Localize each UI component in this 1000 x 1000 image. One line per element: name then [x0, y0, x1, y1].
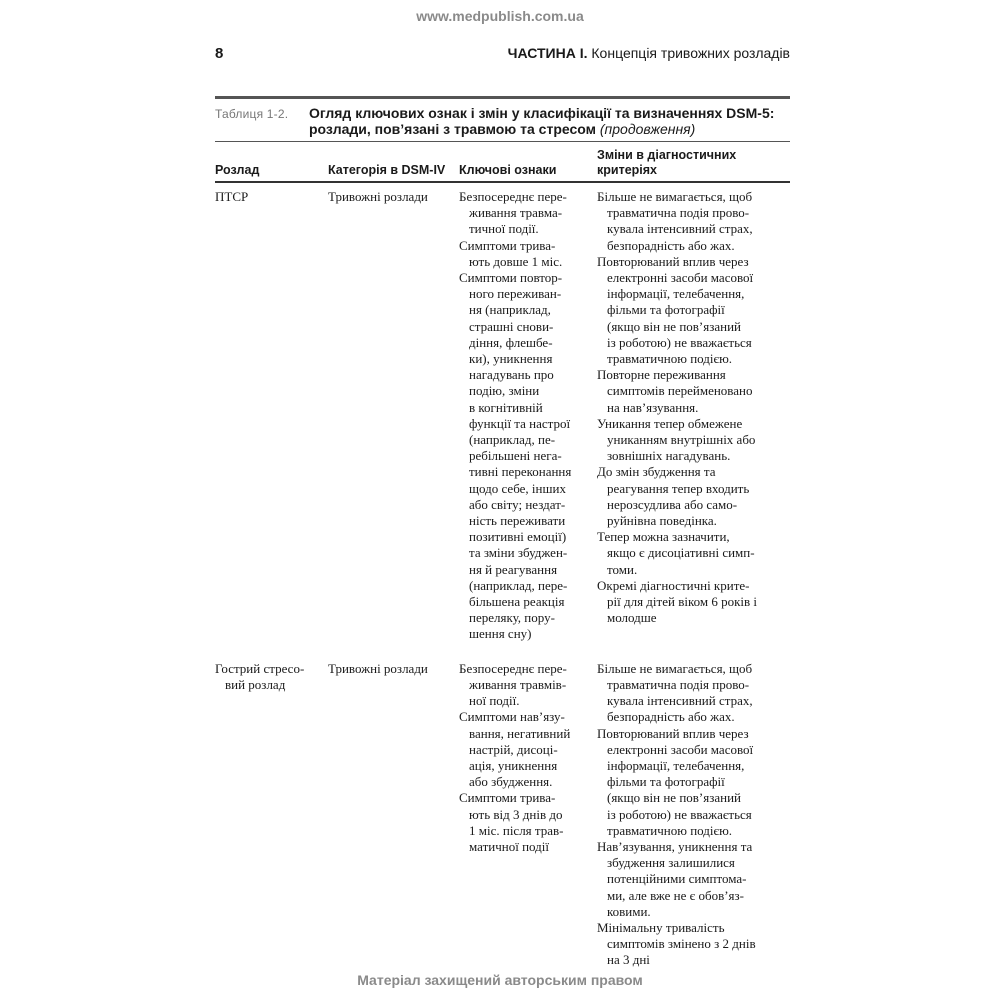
- cell-line: діння, флешбе-: [469, 334, 553, 350]
- cell-key-features: [459, 661, 597, 969]
- table-row: [215, 183, 790, 643]
- table-row: [215, 643, 790, 969]
- cell-line: Повторюваний вплив через: [597, 253, 749, 269]
- table-label: Таблиця 1-2.: [215, 107, 289, 121]
- cell-line: Більше не вимагається, щоб: [597, 189, 753, 204]
- cell-line: Повторне переживання: [597, 367, 726, 383]
- cell-line: Повторюваний вплив через: [597, 725, 749, 741]
- cell-line: Мінімальну тривалість: [597, 919, 725, 935]
- cell-line: потенційними симптома-: [607, 871, 747, 887]
- table-continuation: (продовження): [599, 121, 696, 137]
- cell-line: травматична подія прово-: [607, 205, 750, 221]
- table-title-text: Огляд ключових ознак і змін у класифікації та визначеннях DSM-5: розлади, пов’язані з травмою та стресом: [309, 105, 775, 137]
- cell-line: Гострий стресо-: [215, 660, 305, 676]
- table-title: [309, 105, 790, 137]
- page-number: 8: [215, 45, 224, 62]
- cell-line: живання травмів-: [469, 676, 567, 692]
- cell-line: (якщо він не пов’язаний: [607, 790, 741, 806]
- cell-line: травматичною подією.: [607, 822, 733, 838]
- cell-line: Окремі діагностичні крите-: [597, 577, 750, 593]
- cell-line: живання травма-: [469, 205, 563, 221]
- cell-line: шення сну): [469, 626, 532, 642]
- cell-line: До змін збудження та: [597, 464, 716, 480]
- cell-line: або збудження.: [469, 774, 553, 790]
- cell-line: Симптоми трива-: [459, 237, 556, 253]
- cell-line: ність переживати: [469, 513, 566, 529]
- cell-disorder: ПТСР: [215, 189, 249, 204]
- cell-line: вання, негативний: [469, 725, 571, 741]
- cell-key-features: [459, 189, 597, 643]
- cell-line: Симптоми нав’язу-: [459, 709, 565, 725]
- cell-line: ми, але вже не є обов’яз-: [607, 887, 745, 903]
- cell-line: (якщо він не пов’язаний: [607, 318, 741, 334]
- cell-line: інформації, телебачення,: [607, 757, 745, 773]
- cell-dsm4-category: Тривожні розлади: [328, 660, 428, 676]
- cell-line: ребільшені нега-: [469, 448, 562, 464]
- cell-diagnostic-changes: [597, 661, 790, 969]
- cell-line: травматичною подією.: [607, 351, 733, 367]
- cell-line: настрій, дисоці-: [469, 741, 558, 757]
- cell-line: функції та настрої: [469, 415, 571, 431]
- cell-line: ної події.: [469, 693, 520, 709]
- cell-line: фільми та фотографії: [607, 774, 725, 790]
- cell-line: ють від 3 днів до: [469, 806, 563, 822]
- cell-line: Більше не вимагається, щоб: [597, 660, 753, 676]
- cell-line: томи.: [607, 561, 638, 577]
- cell-diagnostic-changes: [597, 189, 790, 643]
- column-header-disorder: Розлад: [215, 163, 260, 177]
- column-header-diagnostic-changes: Зміни в діагностичних критеріях: [597, 148, 737, 177]
- cell-line: (наприклад, пе-: [469, 432, 556, 448]
- cell-line: ного переживан-: [469, 286, 562, 302]
- cell-line: нерозсудлива або само-: [607, 496, 738, 512]
- copyright-watermark: Матеріал захищений авторським правом: [357, 972, 643, 988]
- cell-line: рії для дітей віком 6 років і: [607, 594, 758, 610]
- cell-line: збудження залишилися: [607, 855, 735, 871]
- cell-line: руйнівна поведінка.: [607, 513, 717, 529]
- cell-line: подію, зміни: [469, 383, 540, 399]
- cell-line: на 3 дні: [607, 952, 650, 968]
- cell-line: тивні переконання: [469, 464, 572, 480]
- cell-line: переляку, пору-: [469, 610, 555, 626]
- cell-line: із роботою) не вважається: [607, 806, 752, 822]
- cell-line: якщо є дисоціативні симп-: [607, 545, 755, 561]
- cell-line: Безпосереднє пере-: [459, 660, 567, 676]
- cell-dsm4-category: Тривожні розлади: [328, 189, 428, 204]
- cell-line: ють довше 1 міс.: [469, 253, 563, 269]
- cell-line: Тепер можна зазначити,: [597, 529, 730, 545]
- cell-line: тичної події.: [469, 221, 539, 237]
- cell-line: більшена реакція: [469, 594, 565, 610]
- cell-line: електронні засоби масової: [607, 270, 754, 286]
- cell-line: травматична подія прово-: [607, 676, 750, 692]
- cell-line: ня й реагування: [469, 561, 558, 577]
- cell-line: позитивні емоції): [469, 529, 567, 545]
- cell-line: інформації, телебачення,: [607, 286, 745, 302]
- running-head: [508, 45, 790, 61]
- cell-line: нагадувань про: [469, 367, 554, 383]
- cell-line: матичної події: [469, 838, 549, 854]
- table: [215, 96, 790, 969]
- part-title: Концепція тривожних розладів: [591, 45, 790, 61]
- cell-line: ковими.: [607, 903, 651, 919]
- table-header-row: [215, 142, 790, 181]
- cell-line: безпорадність або жах.: [607, 237, 735, 253]
- cell-line: симптомів змінено з 2 днів: [607, 936, 756, 952]
- cell-line: униканням внутрішніх або: [607, 432, 756, 448]
- cell-line: електронні засоби масової: [607, 741, 754, 757]
- table-caption: [215, 99, 790, 137]
- cell-line: кувала інтенсивний страх,: [607, 693, 753, 709]
- cell-line: фільми та фотографії: [607, 302, 725, 318]
- cell-line: Безпосереднє пере-: [459, 189, 567, 204]
- cell-line: страшні снови-: [469, 318, 554, 334]
- cell-line: та зміни збуджен-: [469, 545, 568, 561]
- cell-line: ня (наприклад,: [469, 302, 551, 318]
- cell-line: Симптоми повтор-: [459, 270, 563, 286]
- cell-line: в когнітивній: [469, 399, 543, 415]
- cell-line: реагування тепер входить: [607, 480, 750, 496]
- cell-line: 1 міс. після трав-: [469, 822, 564, 838]
- cell-line: ація, уникнення: [469, 757, 558, 773]
- column-header-dsm4-category: Категорія в DSM-IV: [328, 163, 446, 177]
- part-label: ЧАСТИНА I.: [507, 45, 588, 61]
- cell-line: Уникання тепер обмежене: [597, 415, 743, 431]
- cell-line: кувала інтенсивний страх,: [607, 221, 753, 237]
- cell-line: зовнішніх нагадувань.: [607, 448, 731, 464]
- column-header-key-features: Ключові ознаки: [459, 163, 557, 177]
- site-watermark: www.medpublish.com.ua: [416, 8, 584, 24]
- cell-line: вий розлад: [225, 676, 286, 692]
- cell-line: або світу; нездат-: [469, 496, 566, 512]
- cell-disorder: [215, 661, 328, 969]
- cell-line: на нав’язування.: [607, 399, 699, 415]
- cell-line: (наприклад, пере-: [469, 577, 568, 593]
- cell-line: симптомів перейменовано: [607, 383, 753, 399]
- cell-line: Симптоми трива-: [459, 790, 556, 806]
- cell-line: молодше: [607, 610, 657, 626]
- cell-line: безпорадність або жах.: [607, 709, 735, 725]
- cell-line: щодо себе, інших: [469, 480, 566, 496]
- cell-line: із роботою) не вважається: [607, 334, 752, 350]
- cell-line: Нав’язування, уникнення та: [597, 838, 753, 854]
- cell-line: ки), уникнення: [469, 351, 553, 367]
